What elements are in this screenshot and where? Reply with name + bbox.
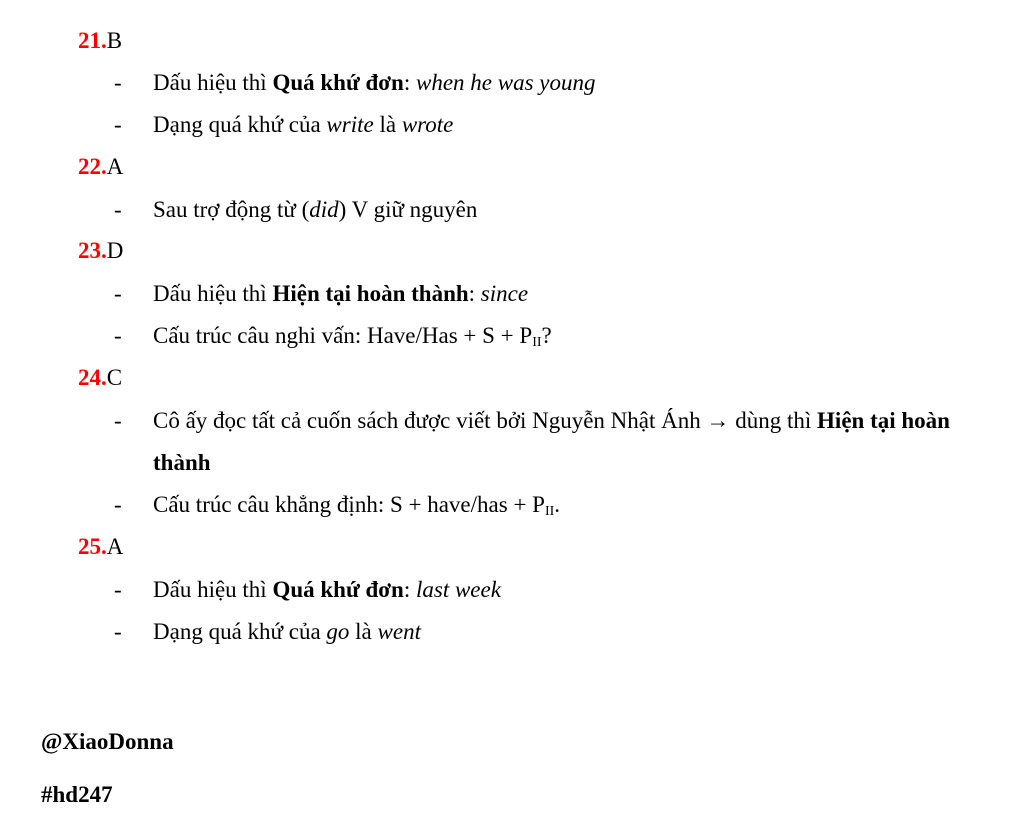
question-21-header xyxy=(78,27,122,55)
bullet-dash: - xyxy=(114,408,122,433)
bullet-dash: - xyxy=(114,112,122,137)
question-22-header xyxy=(78,153,123,181)
question-number: 23. xyxy=(78,238,107,263)
question-number: 21. xyxy=(78,28,107,53)
bullet-dash: - xyxy=(114,619,122,644)
explanation-line: Sau trợ động từ (did) V giữ nguyên xyxy=(153,197,478,222)
explanation-line: Dấu hiệu thì Hiện tại hoàn thành: since xyxy=(153,281,529,306)
question-answer: B xyxy=(106,28,123,53)
hashtag: #hd247 xyxy=(41,782,113,807)
question-answer: C xyxy=(106,365,123,390)
explanation-line: Dạng quá khứ của go là went xyxy=(153,619,421,644)
explanation-line: Cô ấy đọc tất cả cuốn sách được viết bởi Nguyễn Nhật Ánh → dùng thì Hiện tại hoàn thành xyxy=(153,408,950,475)
question-number: 22. xyxy=(78,154,107,179)
question-25-header xyxy=(78,533,123,561)
explanation-line: Dạng quá khứ của write là wrote xyxy=(153,112,454,137)
bullet-dash: - xyxy=(114,492,122,517)
bullet-dash: - xyxy=(114,323,122,348)
question-number: 25. xyxy=(78,534,107,559)
bullet-dash: - xyxy=(114,281,122,306)
bullet-dash: - xyxy=(114,577,122,602)
question-24-header xyxy=(78,364,122,392)
explanation-line: Dấu hiệu thì Quá khứ đơn: when he was young xyxy=(153,70,596,95)
question-answer: D xyxy=(106,238,124,263)
bullet-dash: - xyxy=(114,70,122,95)
bullet-dash: - xyxy=(114,197,122,222)
explanation-line: Dấu hiệu thì Quá khứ đơn: last week xyxy=(153,577,501,602)
question-number: 24. xyxy=(78,365,107,390)
question-answer: A xyxy=(106,154,124,179)
question-answer: A xyxy=(106,534,124,559)
explanation-line: Cấu trúc câu khẳng định: S + have/has + $P_{II}$. xyxy=(153,492,561,519)
explanation-line: Cấu trúc câu nghi vấn: Have/Has + $S + P_{II}$? xyxy=(153,323,552,350)
question-23-header xyxy=(78,237,123,265)
author-handle: @XiaoDonna xyxy=(41,729,174,754)
